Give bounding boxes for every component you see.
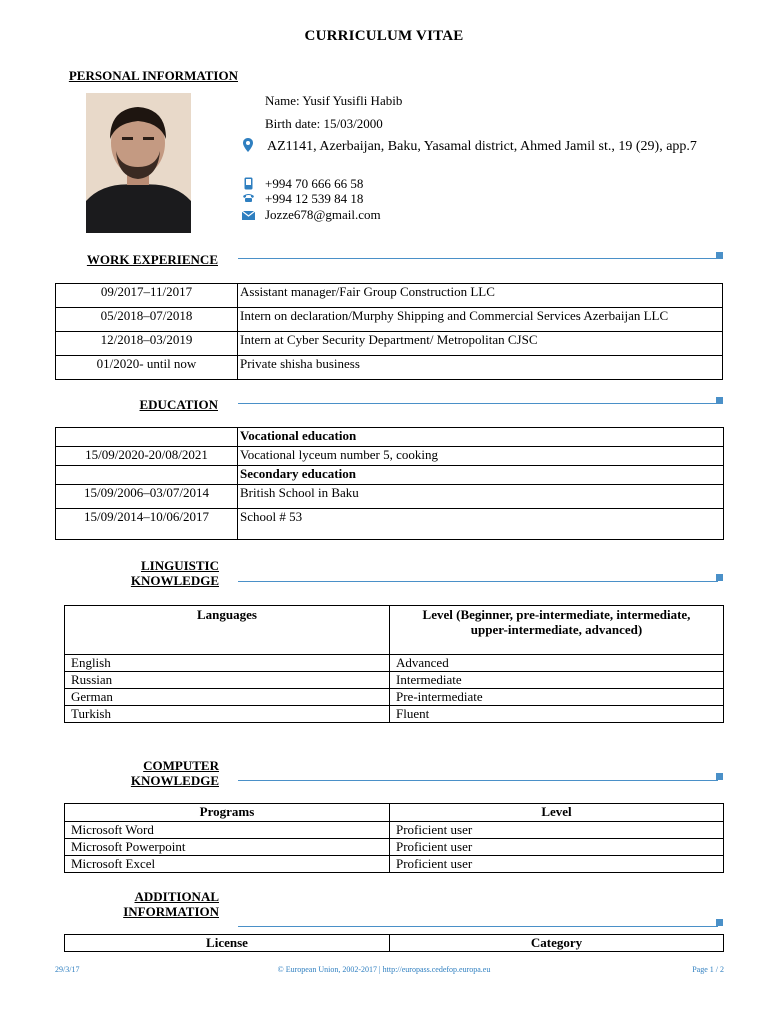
personal-phone: +994 12 539 84 18 bbox=[265, 191, 364, 206]
additional-heading-line2: INFORMATION bbox=[123, 904, 219, 919]
language-level: Intermediate bbox=[390, 672, 724, 689]
table-row bbox=[56, 466, 724, 485]
work-date: 05/2018–07/2018 bbox=[56, 308, 238, 332]
program-name: Microsoft Excel bbox=[65, 856, 390, 873]
program-level: Proficient user bbox=[390, 822, 724, 839]
computer-level-column-header: Level bbox=[390, 804, 724, 822]
telephone-icon bbox=[241, 192, 255, 206]
additional-heading-line1: ADDITIONAL bbox=[134, 889, 219, 904]
language-name: English bbox=[65, 655, 390, 672]
language-name: Turkish bbox=[65, 706, 390, 723]
vocational-education-heading: Vocational education bbox=[238, 428, 724, 447]
programs-column-header: Programs bbox=[65, 804, 390, 822]
program-level: Proficient user bbox=[390, 839, 724, 856]
language-level: Pre-intermediate bbox=[390, 689, 724, 706]
work-description: Intern on declaration/Murphy Shipping and Commercial Services Azerbaijan LLC bbox=[238, 308, 723, 332]
program-name: Microsoft Powerpoint bbox=[65, 839, 390, 856]
table-row bbox=[56, 509, 724, 540]
location-icon bbox=[241, 138, 255, 155]
work-description: Assistant manager/Fair Group Construction LLC bbox=[238, 284, 723, 308]
personal-mobile: +994 70 666 66 58 bbox=[265, 176, 364, 191]
language-level: Fluent bbox=[390, 706, 724, 723]
computer-table bbox=[64, 803, 724, 873]
computer-heading-line1: COMPUTER bbox=[143, 758, 219, 773]
page-title: CURRICULUM VITAE bbox=[304, 28, 464, 44]
mobile-phone-icon bbox=[241, 177, 255, 193]
languages-column-header: Languages bbox=[65, 606, 390, 655]
section-divider bbox=[238, 926, 718, 927]
section-divider bbox=[238, 581, 718, 582]
education-description: Vocational lyceum number 5, cooking bbox=[238, 447, 724, 466]
personal-name: Name: Yusif Yusifli Habib bbox=[265, 93, 403, 108]
footer-page-number: Page 1 / 2 bbox=[692, 965, 724, 974]
computer-heading bbox=[40, 758, 219, 788]
personal-address: AZ1141, Azerbaijan, Baku, Yasamal district, Ahmed Jamil st., 19 (29), app.7 bbox=[267, 139, 697, 154]
section-divider-marker bbox=[716, 773, 723, 780]
table-row bbox=[65, 856, 724, 873]
section-divider bbox=[238, 258, 718, 259]
language-level: Advanced bbox=[390, 655, 724, 672]
work-description: Intern at Cyber Security Department/ Metropolitan CJSC bbox=[238, 332, 723, 356]
education-empty-cell bbox=[56, 466, 238, 485]
table-row bbox=[56, 308, 723, 332]
table-row bbox=[56, 356, 723, 380]
work-date: 12/2018–03/2019 bbox=[56, 332, 238, 356]
table-header-row bbox=[65, 804, 724, 822]
table-row bbox=[65, 839, 724, 856]
language-name: Russian bbox=[65, 672, 390, 689]
education-heading: EDUCATION bbox=[139, 397, 218, 412]
footer-date: 29/3/17 bbox=[55, 965, 80, 974]
table-row bbox=[65, 706, 724, 723]
section-divider-marker bbox=[716, 397, 723, 404]
section-divider bbox=[238, 403, 718, 404]
table-row bbox=[56, 284, 723, 308]
section-divider-marker bbox=[716, 574, 723, 581]
additional-heading bbox=[40, 889, 219, 919]
section-divider-marker bbox=[716, 252, 723, 259]
section-divider-marker bbox=[716, 919, 723, 926]
license-column-header: License bbox=[65, 935, 390, 952]
work-date: 01/2020- until now bbox=[56, 356, 238, 380]
linguistic-heading-line2: KNOWLEDGE bbox=[130, 573, 219, 588]
table-row bbox=[65, 822, 724, 839]
email-icon bbox=[241, 209, 255, 223]
level-column-header: Level (Beginner, pre-intermediate, intermediate, upper-intermediate, advanced) bbox=[390, 606, 724, 655]
personal-info-heading: PERSONAL INFORMATION bbox=[68, 68, 238, 83]
languages-table bbox=[64, 605, 724, 723]
work-date: 09/2017–11/2017 bbox=[56, 284, 238, 308]
table-row bbox=[65, 672, 724, 689]
work-experience-heading: WORK EXPERIENCE bbox=[86, 252, 218, 267]
education-empty-cell bbox=[56, 428, 238, 447]
education-description: British School in Baku bbox=[238, 485, 724, 509]
linguistic-heading bbox=[40, 558, 219, 588]
language-name: German bbox=[65, 689, 390, 706]
table-row bbox=[56, 332, 723, 356]
additional-table bbox=[64, 934, 724, 952]
profile-photo-image bbox=[86, 93, 191, 233]
section-divider bbox=[238, 780, 718, 781]
table-header-row bbox=[65, 606, 724, 655]
education-date: 15/09/2020-20/08/2021 bbox=[56, 447, 238, 466]
program-level: Proficient user bbox=[390, 856, 724, 873]
education-date: 15/09/2006–03/07/2014 bbox=[56, 485, 238, 509]
footer-copyright[interactable]: © European Union, 2002-2017 | http://europass.cedefop.europa.eu bbox=[277, 965, 491, 974]
computer-heading-line2: KNOWLEDGE bbox=[130, 773, 219, 788]
education-description: School # 53 bbox=[238, 509, 724, 540]
work-description: Private shisha business bbox=[238, 356, 723, 380]
personal-birth-date: Birth date: 15/03/2000 bbox=[265, 116, 383, 131]
table-row bbox=[65, 689, 724, 706]
education-date: 15/09/2014–10/06/2017 bbox=[56, 509, 238, 540]
linguistic-heading-line1: LINGUISTIC bbox=[140, 558, 219, 573]
table-row bbox=[56, 447, 724, 466]
secondary-education-heading: Secondary education bbox=[238, 466, 724, 485]
program-name: Microsoft Word bbox=[65, 822, 390, 839]
table-row bbox=[56, 428, 724, 447]
profile-photo bbox=[86, 93, 191, 233]
category-column-header: Category bbox=[390, 935, 724, 952]
personal-email: Jozze678@gmail.com bbox=[265, 207, 381, 222]
table-row bbox=[56, 485, 724, 509]
work-experience-table bbox=[55, 283, 723, 380]
education-table bbox=[55, 427, 724, 540]
table-row bbox=[65, 655, 724, 672]
table-header-row bbox=[65, 935, 724, 952]
